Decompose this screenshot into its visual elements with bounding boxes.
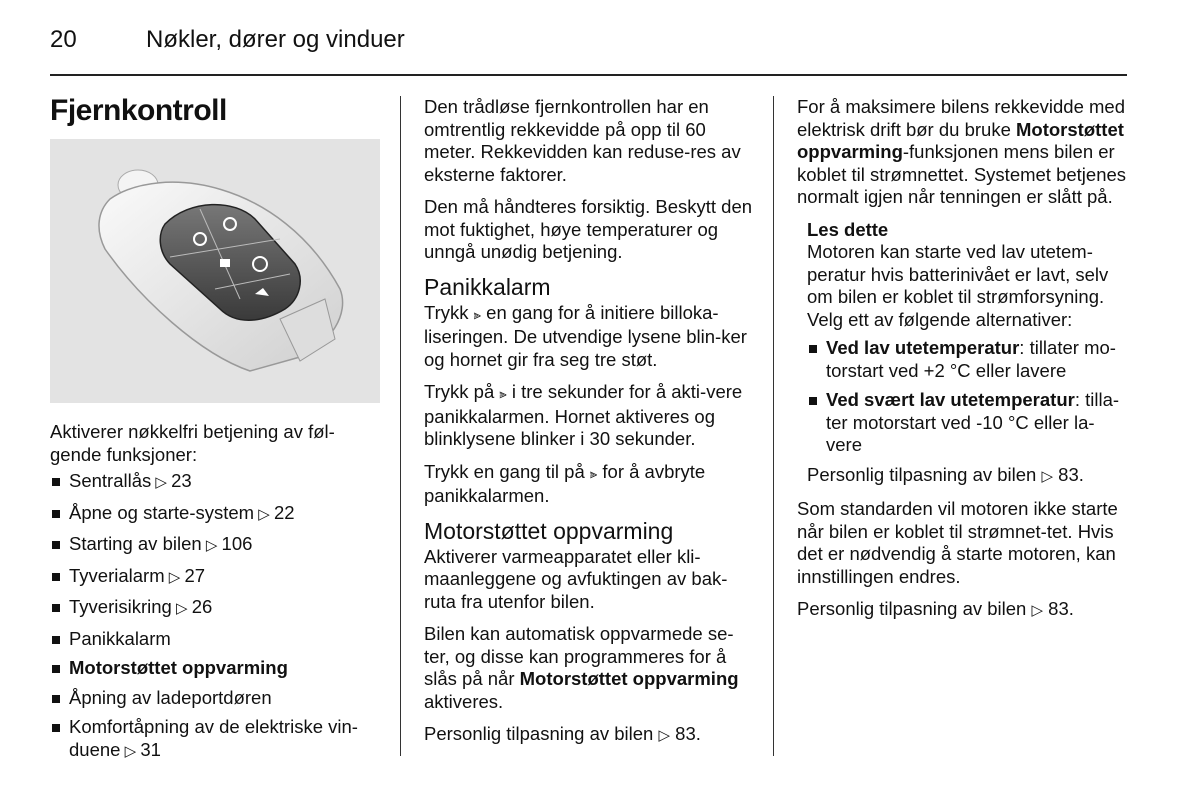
page-ref-icon: ▷ — [171, 600, 192, 617]
panic-paragraph-2: Trykk på ⫸ i tre sekunder for å akti-vere panikkalarmen. Hornet aktiveres og blinklysene blinker i 30 sekunder. — [424, 381, 743, 449]
page-ref-icon: ▷ — [164, 568, 185, 586]
bullet-icon — [52, 510, 60, 518]
note-text: Motoren kan starte ved lav utetem-peratur hvis batterinivået er lavt, selv om bilen er koblet til strømforsyning. Velg ett av følgende alternativer: — [807, 241, 1109, 330]
panic-paragraph-3: Trykk en gang til på ⫸ for å avbryte panikkalarmen. — [424, 460, 706, 506]
page-header — [50, 26, 405, 54]
note-box — [797, 219, 1127, 489]
range-tip-paragraph: For å maksimere bilens rekkevidde med elektrisk drift bør du bruke Motorstøttet oppvarming-funksjonen mens bilen er koblet til strømnettet. Systemet betjenes normalt igjen når tenningen er slått på. — [797, 96, 1127, 207]
feature-item: Motorstøttet oppvarming — [50, 657, 380, 680]
column-divider-1 — [400, 96, 401, 756]
note-option-1: Ved lav utetemperatur: tillater mo-torstart ved +2 °C eller lavere — [807, 337, 1127, 382]
panic-alarm-heading: Panikkalarm — [424, 273, 551, 300]
panic-button-icon: ⫸ — [473, 306, 482, 322]
preheat-heading: Motorstøttet oppvarming — [424, 517, 674, 544]
bullet-icon — [52, 573, 60, 581]
bullet-icon — [52, 695, 60, 703]
page-ref-icon: ▷ — [1041, 467, 1054, 485]
bullet-icon — [52, 478, 60, 486]
feature-item: Åpning av ladeportdøren — [50, 687, 380, 710]
page-ref-icon: ▷ — [201, 537, 222, 554]
bullet-icon — [52, 665, 60, 673]
feature-list — [50, 470, 380, 763]
feature-item[interactable]: Tyverisikring ▷ 26 — [50, 596, 380, 621]
column-divider-2 — [773, 96, 774, 756]
panic-button-icon: ⫸ — [589, 465, 598, 481]
bullet-icon — [52, 636, 60, 644]
range-paragraph: Den trådløse fjernkontrollen har en omtrentlig rekkevidde på opp til 60 meter. Rekkevidden kan reduse-res av eksterne faktorer. — [424, 96, 741, 185]
page-ref-icon: ▷ — [254, 505, 274, 523]
header-rule — [50, 74, 1127, 76]
preheat-paragraph-1: Aktiverer varmeapparatet eller kli-maanleggene og avfuktingen av bak-ruta fra utenfor bilen. — [424, 545, 728, 612]
feature-item: Panikkalarm — [50, 628, 380, 651]
feature-item[interactable]: Sentrallås ▷ 23 — [50, 470, 380, 495]
personalisation-link[interactable]: Personlig tilpasning av bilen ▷ 83. — [424, 723, 701, 744]
page-ref-icon: ▷ — [120, 742, 141, 760]
panic-paragraph-1: Trykk ⫸ en gang for å initiere billoka-liseringen. De utvendige lysene blin-ker og hornet gir fra seg tre støt. — [424, 301, 747, 370]
bullet-icon — [52, 604, 60, 612]
column-1 — [50, 94, 380, 128]
page-ref-icon: ▷ — [658, 727, 671, 744]
page-ref-icon: ▷ — [151, 474, 172, 491]
default-paragraph: Som standarden vil motoren ikke starte når bilen er koblet til strømnet-tet. Hvis det er nødvendig å starte motoren, kan innstillingen endres. — [797, 498, 1118, 587]
note-option-2: Ved svært lav utetemperatur: tilla-ter motorstart ved -10 °C eller la-vere — [807, 389, 1127, 457]
bullet-icon — [52, 541, 60, 549]
chapter-title: Nøkler, dører og vinduer — [146, 26, 405, 53]
feature-item[interactable]: Åpne og starte-system ▷ 22 — [50, 502, 380, 527]
section-title: Fjernkontroll — [50, 94, 227, 127]
intro-text: Aktiverer nøkkelfri betjening av føl-gende funksjoner: — [50, 421, 335, 465]
handling-paragraph: Den må håndteres forsiktig. Beskytt den mot fuktighet, høye temperaturer og unngå unødig betjening. — [424, 196, 753, 262]
column-2 — [424, 96, 754, 758]
bullet-icon — [52, 724, 60, 732]
column-1-body — [50, 421, 380, 770]
column-3 — [797, 96, 1127, 633]
personalisation-link-2[interactable]: Personlig tilpasning av bilen ▷ 83. — [797, 598, 1074, 619]
page-ref-icon: ▷ — [1031, 602, 1044, 619]
note-title: Les dette — [807, 218, 889, 240]
note-options — [807, 337, 1127, 457]
feature-item[interactable]: Starting av bilen ▷ 106 — [50, 533, 380, 558]
feature-item[interactable]: Komfortåpning av de elektriske vin-duene ▷ 31 — [50, 716, 380, 763]
note-personalisation-link[interactable]: Personlig tilpasning av bilen ▷ 83. — [807, 463, 1084, 485]
page-number: 20 — [50, 26, 77, 53]
remote-key-illustration — [50, 139, 380, 403]
preheat-paragraph-2: Bilen kan automatisk oppvarmede se-ter, og disse kan programmeres for å slås på når Motorstøttet oppvarming aktiveres. — [424, 623, 739, 712]
panic-button-icon: ⫸ — [499, 386, 507, 401]
feature-item[interactable]: Tyverialarm ▷ 27 — [50, 565, 380, 590]
